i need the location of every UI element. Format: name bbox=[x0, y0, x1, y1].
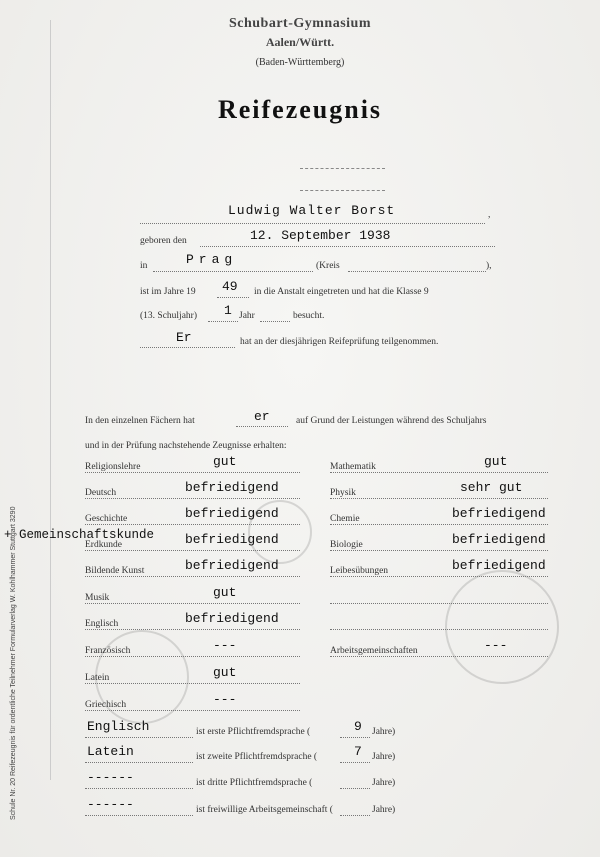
subject-label: Griechisch bbox=[85, 700, 127, 710]
document-title: Reifezeugnis bbox=[217, 95, 383, 124]
birthplace-value: Prag bbox=[186, 252, 238, 267]
schuljahr-suffix: Jahr bbox=[239, 311, 255, 321]
form-imprint: Schule Nr. 20 Reifezeugnis für ordentliche Teilnehmer Formularverlag W. Kohlhammer Stuttgart 3290 bbox=[10, 506, 17, 820]
kreis-line bbox=[348, 271, 486, 272]
years-line bbox=[340, 762, 370, 763]
subject-label: Englisch bbox=[85, 619, 119, 629]
grade-line bbox=[330, 603, 548, 604]
intro-pronoun: er bbox=[254, 409, 270, 424]
grade-line bbox=[330, 576, 548, 577]
subject-label: Erdkunde bbox=[85, 540, 122, 550]
comma: , bbox=[488, 210, 491, 220]
grade-line bbox=[85, 498, 300, 499]
grade-line bbox=[330, 550, 548, 551]
grade-value: sehr gut bbox=[460, 480, 523, 495]
besucht-label: besucht. bbox=[293, 311, 325, 321]
subject-label: Latein bbox=[85, 673, 110, 683]
subject-label: Bildende Kunst bbox=[85, 566, 145, 576]
grade-value: befriedigend bbox=[185, 480, 279, 495]
intro-line1-a: In den einzelnen Fächern hat bbox=[85, 416, 195, 426]
language-text: ist zweite Pflichtfremdsprache ( bbox=[196, 752, 318, 762]
subject-label: Arbeitsgemeinschaften bbox=[330, 646, 418, 656]
subject-label: Musik bbox=[85, 593, 110, 603]
grade-line bbox=[85, 683, 300, 684]
fold-line bbox=[50, 20, 51, 780]
intro-line1-b: auf Grund der Leistungen während des Schuljahrs bbox=[296, 416, 487, 426]
language-years: 9 bbox=[354, 719, 362, 734]
intro-line2: und in der Prüfung nachstehende Zeugnisse erhalten: bbox=[85, 441, 287, 451]
language-text: ist erste Pflichtfremdsprache ( bbox=[196, 727, 311, 737]
subject-label: Geschichte bbox=[85, 514, 128, 524]
intro-pronoun-line bbox=[236, 426, 288, 427]
schuljahr-prefix: (13. Schuljahr) bbox=[140, 311, 197, 321]
stamp-watermark bbox=[445, 570, 559, 684]
year-line bbox=[217, 297, 249, 298]
grade-value: befriedigend bbox=[185, 611, 279, 626]
school-city: Aalen/Württ. bbox=[265, 35, 335, 49]
grade-value: gut bbox=[213, 665, 237, 680]
grade-value: gut bbox=[484, 454, 508, 469]
subject-label: Physik bbox=[330, 488, 356, 498]
language-line bbox=[85, 737, 193, 738]
birthdate-value: 12. September 1938 bbox=[250, 228, 391, 243]
grade-value: befriedigend bbox=[452, 532, 546, 547]
birthdate-line bbox=[200, 246, 495, 247]
divider bbox=[300, 190, 385, 191]
grade-line bbox=[85, 629, 300, 630]
grade-line bbox=[330, 524, 548, 525]
grade-value: befriedigend bbox=[452, 558, 546, 573]
school-name: Schubart-Gymnasium bbox=[228, 16, 372, 31]
pronoun-value: Er bbox=[176, 330, 192, 345]
exam-text: hat an der diesjährigen Reifeprüfung teilgenommen. bbox=[240, 337, 439, 347]
language-text: ist dritte Pflichtfremdsprache ( bbox=[196, 778, 313, 788]
subject-label: Leibesübungen bbox=[330, 566, 389, 576]
language-value: Latein bbox=[87, 744, 134, 759]
language-close: Jahre) bbox=[372, 778, 396, 788]
schuljahr-value: 1 bbox=[224, 303, 232, 318]
language-close: Jahre) bbox=[372, 805, 396, 815]
grade-line bbox=[85, 550, 300, 551]
grade-value: befriedigend bbox=[452, 506, 546, 521]
year-value: 49 bbox=[222, 279, 238, 294]
grade-value: befriedigend bbox=[185, 558, 279, 573]
grade-line bbox=[85, 710, 300, 711]
grade-line bbox=[85, 524, 300, 525]
year-suffix: in die Anstalt eingetreten und hat die Klasse 9 bbox=[254, 287, 429, 297]
born-label: geboren den bbox=[140, 236, 187, 246]
language-value: Englisch bbox=[87, 719, 150, 734]
divider bbox=[300, 168, 385, 169]
subject-label: Deutsch bbox=[85, 488, 117, 498]
schuljahr-line bbox=[208, 321, 238, 322]
grade-value: --- bbox=[213, 692, 237, 707]
margin-note: + Gemeinschaftskunde bbox=[4, 528, 155, 542]
subject-label: Mathematik bbox=[330, 462, 376, 472]
language-text: ist freiwillige Arbeitsgemeinschaft ( bbox=[196, 805, 333, 815]
birthplace-line bbox=[153, 271, 313, 272]
subject-label: Biologie bbox=[330, 540, 363, 550]
language-value: ------ bbox=[87, 797, 134, 812]
grade-value: gut bbox=[213, 585, 237, 600]
language-line bbox=[85, 788, 193, 789]
year-prefix: ist im Jahre 19 bbox=[140, 287, 196, 297]
grade-line bbox=[330, 498, 548, 499]
subject-label: Französisch bbox=[85, 646, 131, 656]
student-name: Ludwig Walter Borst bbox=[228, 203, 396, 218]
language-close: Jahre) bbox=[372, 752, 396, 762]
grade-value: gut bbox=[213, 454, 237, 469]
grade-line bbox=[330, 472, 548, 473]
grade-line bbox=[85, 472, 300, 473]
years-line bbox=[340, 815, 370, 816]
grade-line bbox=[85, 576, 300, 577]
language-value: ------ bbox=[87, 770, 134, 785]
grade-value: befriedigend bbox=[185, 506, 279, 521]
grade-line bbox=[330, 656, 548, 657]
language-close: Jahre) bbox=[372, 727, 396, 737]
subject-label: Religionslehre bbox=[85, 462, 141, 472]
name-line bbox=[140, 223, 485, 224]
grade-value: --- bbox=[213, 638, 237, 653]
language-line bbox=[85, 815, 193, 816]
language-years: 7 bbox=[354, 744, 362, 759]
in-label: in bbox=[140, 261, 148, 271]
kreis-close: ), bbox=[486, 261, 492, 271]
school-state: (Baden-Württemberg) bbox=[255, 57, 345, 68]
years-line bbox=[340, 788, 370, 789]
besucht-line bbox=[260, 321, 290, 322]
language-line bbox=[85, 762, 193, 763]
years-line bbox=[340, 737, 370, 738]
grade-value: befriedigend bbox=[185, 532, 279, 547]
subject-label: Chemie bbox=[330, 514, 360, 524]
grade-line bbox=[85, 603, 300, 604]
grade-line bbox=[330, 629, 548, 630]
grade-line bbox=[85, 656, 300, 657]
grade-value: --- bbox=[484, 638, 508, 653]
kreis-label: (Kreis bbox=[316, 261, 340, 271]
pronoun-line bbox=[140, 347, 235, 348]
